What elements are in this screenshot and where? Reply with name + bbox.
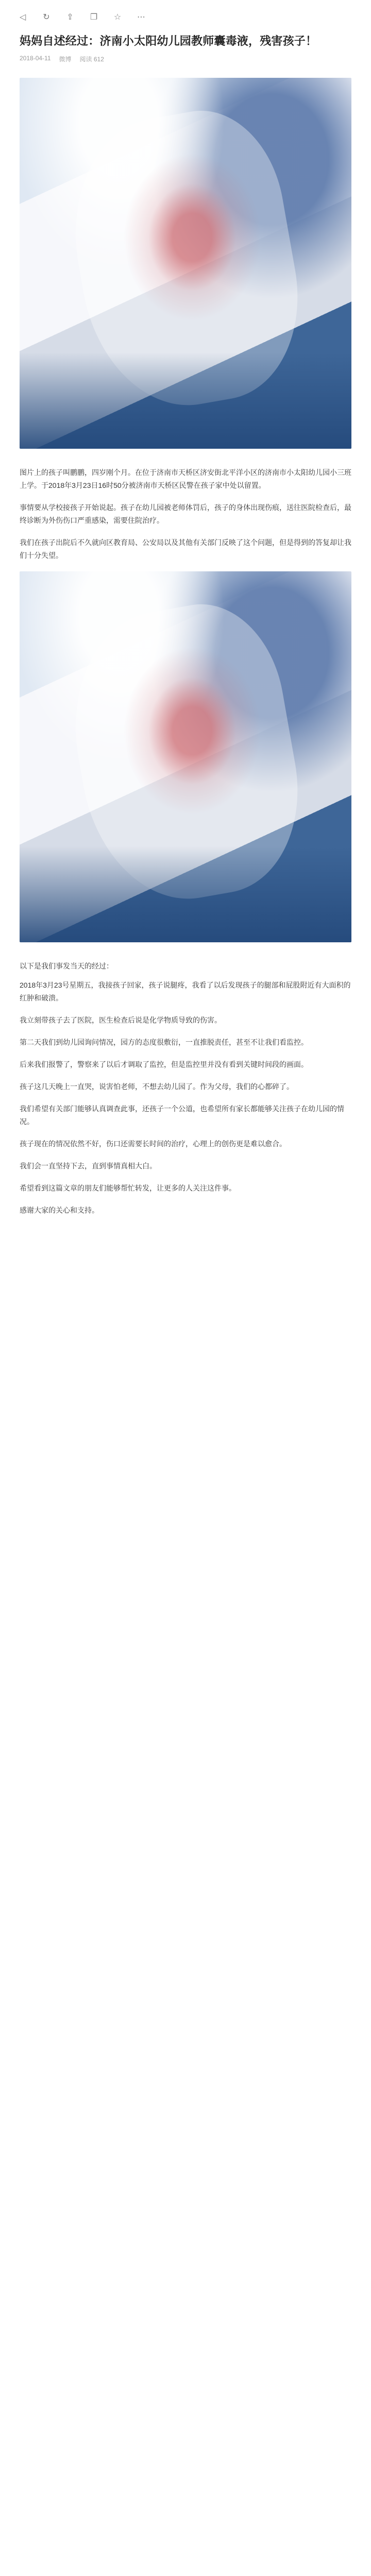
article-source: 微博 (59, 56, 72, 63)
bookmark-icon[interactable]: ☆ (113, 11, 122, 22)
article-title: 妈妈自述经过：济南小太阳幼儿园教师囊毒液，残害孩子！ (20, 35, 317, 47)
article-paragraph: 第二天我们到幼儿园询问情况，园方的态度很敷衍，一直推脱责任，甚至不让我们看监控。 (20, 1038, 308, 1046)
article-views: 阅读 612 (79, 56, 104, 63)
refresh-icon[interactable]: ↻ (43, 11, 50, 22)
injury-photo-2 (20, 571, 351, 942)
article (20, 33, 351, 1226)
article-paragraph: 感谢大家的关心和支持。 (20, 1206, 99, 1214)
article-meta (20, 55, 351, 63)
copy-icon[interactable]: ❐ (90, 11, 98, 22)
injury-photo-1 (20, 78, 351, 449)
article-body-part2 (20, 960, 351, 1217)
article-body-part1 (20, 466, 351, 562)
article-paragraph: 图片上的孩子叫鹏鹏，四岁刚个月。在位于济南市天桥区济安街北平洋小区的济南市小太阳幼儿园小三班上学。于2018年3月23日16时50分被济南市天桥区民警在孩子家中处以留置。 (20, 468, 351, 489)
article-paragraph: 希望看到这篇文章的朋友们能够帮忙转发，让更多的人关注这件事。 (20, 1184, 236, 1192)
article-date: 2018-04-11 (20, 55, 51, 62)
back-icon[interactable]: ◁ (19, 11, 26, 22)
article-paragraph: 我们会一直坚持下去，直到事情真相大白。 (20, 1162, 157, 1170)
more-icon[interactable]: ⋯ (137, 11, 145, 22)
article-paragraph: 孩子现在的情况依然不好，伤口还需要长时间的治疗，心理上的创伤更是难以愈合。 (20, 1140, 286, 1148)
top-toolbar (0, 0, 371, 33)
article-paragraph: 孩子这几天晚上一直哭，说害怕老师，不想去幼儿园了。作为父母，我们的心都碎了。 (20, 1082, 294, 1091)
article-paragraph: 后来我们报警了，警察来了以后才调取了监控，但是监控里并没有看到关键时间段的画面。 (20, 1060, 308, 1069)
article-paragraph: 事情要从学校接孩子开始说起。孩子在幼儿园被老师体罚后，孩子的身体出现伤痕，送往医院检查后，最终诊断为外伤伤口严重感染，需要住院治疗。 (20, 503, 351, 524)
article-paragraph: 2018年3月23号星期五，我接孩子回家，孩子说腿疼，我看了以后发现孩子的腿部和屁股附近有大面积的红肿和破溃。 (20, 981, 351, 1002)
article-paragraph: 我们希望有关部门能够认真调查此事，还孩子一个公道，也希望所有家长都能够关注孩子在幼儿园的情况。 (20, 1105, 344, 1126)
article-paragraph: 我们在孩子出院后不久就向区教育局、公安局以及其他有关部门反映了这个问题，但是得到的答复却让我们十分失望。 (20, 538, 351, 560)
article-paragraph: 以下是我们事发当天的经过： (20, 962, 113, 970)
article-paragraph: 我立刻带孩子去了医院，医生检查后说是化学物质导致的伤害。 (20, 1016, 222, 1024)
share-icon[interactable]: ⇪ (66, 11, 74, 22)
